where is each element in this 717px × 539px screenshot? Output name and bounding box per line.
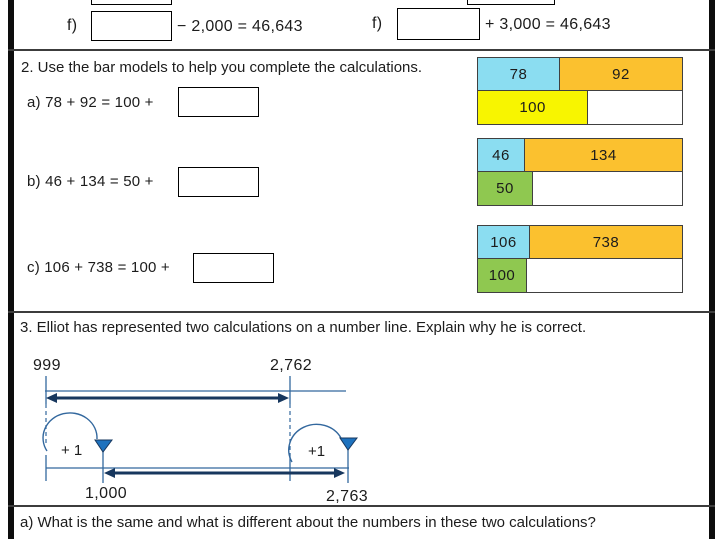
- bar-model-c: [477, 225, 683, 293]
- answer-box-b[interactable]: [178, 167, 259, 197]
- number-line-bottom-end-label: 2,763: [326, 488, 369, 505]
- answer-box-partial-right[interactable]: [467, 0, 555, 5]
- section3-title: 3. Elliot has represented two calculations on a number line. Explain why he is correct.: [20, 319, 587, 336]
- bar-a-part1: 78: [477, 57, 560, 91]
- answer-box-partial-left[interactable]: [91, 0, 172, 5]
- bar-b-rounded-part: 50: [477, 172, 533, 206]
- bar-a-blank-cell[interactable]: [588, 91, 683, 125]
- number-line-bottom-start-label: 1,000: [85, 485, 128, 502]
- number-line-top-start-label: 999: [33, 357, 61, 374]
- problem-a-equation: a) 78 + 92 = 100 +: [27, 94, 154, 111]
- answer-box-f-right[interactable]: [397, 8, 480, 40]
- bar-c-part2: 738: [530, 225, 683, 259]
- equation-f-right-label: f): [372, 15, 383, 32]
- bar-a-part2: 92: [560, 57, 683, 91]
- number-line-top-end-label: 2,762: [270, 357, 313, 374]
- bar-c-blank-cell[interactable]: [527, 259, 683, 293]
- bar-c-part1: 106: [477, 225, 530, 259]
- right-page-border: [709, 0, 715, 539]
- jump-left-label: + 1: [61, 442, 83, 459]
- answer-box-a[interactable]: [178, 87, 259, 117]
- section-divider-1: [8, 49, 715, 51]
- jump-right-label: +1: [308, 443, 326, 460]
- left-page-border: [8, 0, 14, 539]
- problem-b-equation: b) 46 + 134 = 50 +: [27, 173, 154, 190]
- answer-box-c[interactable]: [193, 253, 274, 283]
- bar-model-b: [477, 138, 683, 206]
- bar-a-rounded-part: 100: [477, 91, 588, 125]
- answer-box-f-left[interactable]: [91, 11, 172, 41]
- section-divider-2: [8, 311, 715, 313]
- bar-b-part1: 46: [477, 138, 525, 172]
- bar-c-rounded-part: 100: [477, 259, 527, 293]
- equation-f-right-text: + 3,000 = 46,643: [485, 16, 611, 33]
- bar-model-a: [477, 57, 683, 125]
- problem-c-equation: c) 106 + 738 = 100 +: [27, 259, 170, 276]
- equation-f-left-label: f): [67, 17, 78, 34]
- bar-b-blank-cell[interactable]: [533, 172, 683, 206]
- section3-question-a: a) What is the same and what is different about the numbers in these two calculations?: [20, 514, 596, 531]
- section2-title: 2. Use the bar models to help you complete the calculations.: [21, 59, 423, 76]
- bar-b-part2: 134: [525, 138, 683, 172]
- equation-f-left-text: − 2,000 = 46,643: [177, 18, 303, 35]
